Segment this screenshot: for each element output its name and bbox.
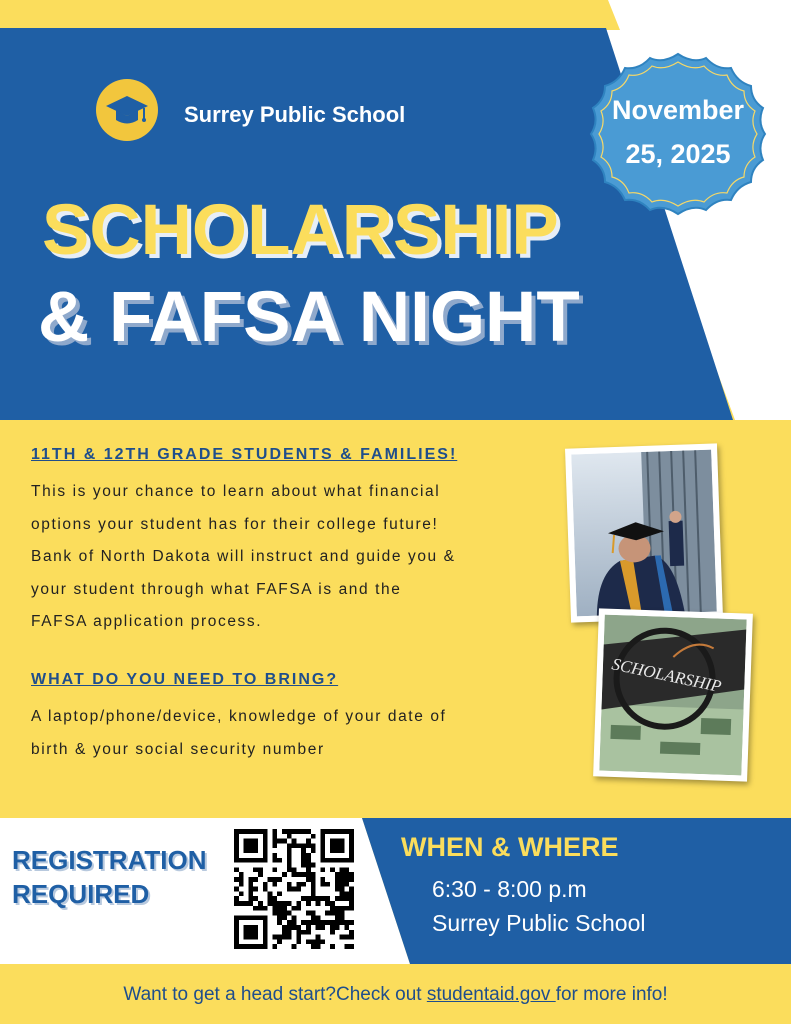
intro-line: your student through what FAFSA is and the [31, 580, 402, 598]
bring-line: A laptop/phone/device, knowledge of your date of [31, 708, 447, 725]
intro-paragraph [31, 476, 571, 639]
top-yellow-strip [0, 0, 620, 30]
bring-heading: WHAT DO YOU NEED TO BRING? [31, 671, 339, 688]
footer-suffix: for more info! [555, 984, 668, 1005]
intro-line: FAFSA application process. [31, 613, 263, 630]
audience-heading: 11TH & 12TH GRADE STUDENTS & FAMILIES! [31, 446, 458, 463]
graduation-cap-icon [96, 79, 158, 141]
event-location: Surrey Public School [432, 910, 646, 936]
intro-line: options your student has for their college future! [31, 515, 439, 533]
bring-paragraph [31, 701, 571, 766]
footer-prefix: Want to get a head start?Check out [123, 984, 427, 1005]
bring-line: birth & your social security number [31, 740, 325, 758]
registration-qr-code[interactable] [234, 829, 354, 949]
school-name: Surrey Public School [184, 102, 406, 127]
registration-line-2: REQUIRED [12, 879, 150, 909]
date-line-2: 25, 2025 [625, 139, 731, 169]
intro-line: Bank of North Dakota will instruct and guide you & [31, 548, 456, 565]
footer-text [0, 984, 791, 1006]
registration-line-1: REGISTRATION [12, 845, 207, 875]
scholarship-photo [593, 608, 753, 781]
intro-line: This is your chance to learn about what financial [31, 483, 441, 500]
title-scholarship: SCHOLARSHIP [42, 191, 559, 270]
registration-required [12, 843, 207, 911]
date-badge [577, 50, 779, 218]
event-time: 6:30 - 8:00 p.m [432, 876, 587, 902]
date-line-1: November [611, 95, 745, 125]
when-where-heading: WHEN & WHERE [401, 832, 619, 862]
title-fafsa-night: & FAFSA NIGHT [38, 278, 580, 357]
studentaid-link[interactable]: studentaid.gov [426, 984, 556, 1005]
graduate-photo [565, 443, 723, 622]
scholarship-word: SCHOLARSHIP [610, 654, 724, 697]
